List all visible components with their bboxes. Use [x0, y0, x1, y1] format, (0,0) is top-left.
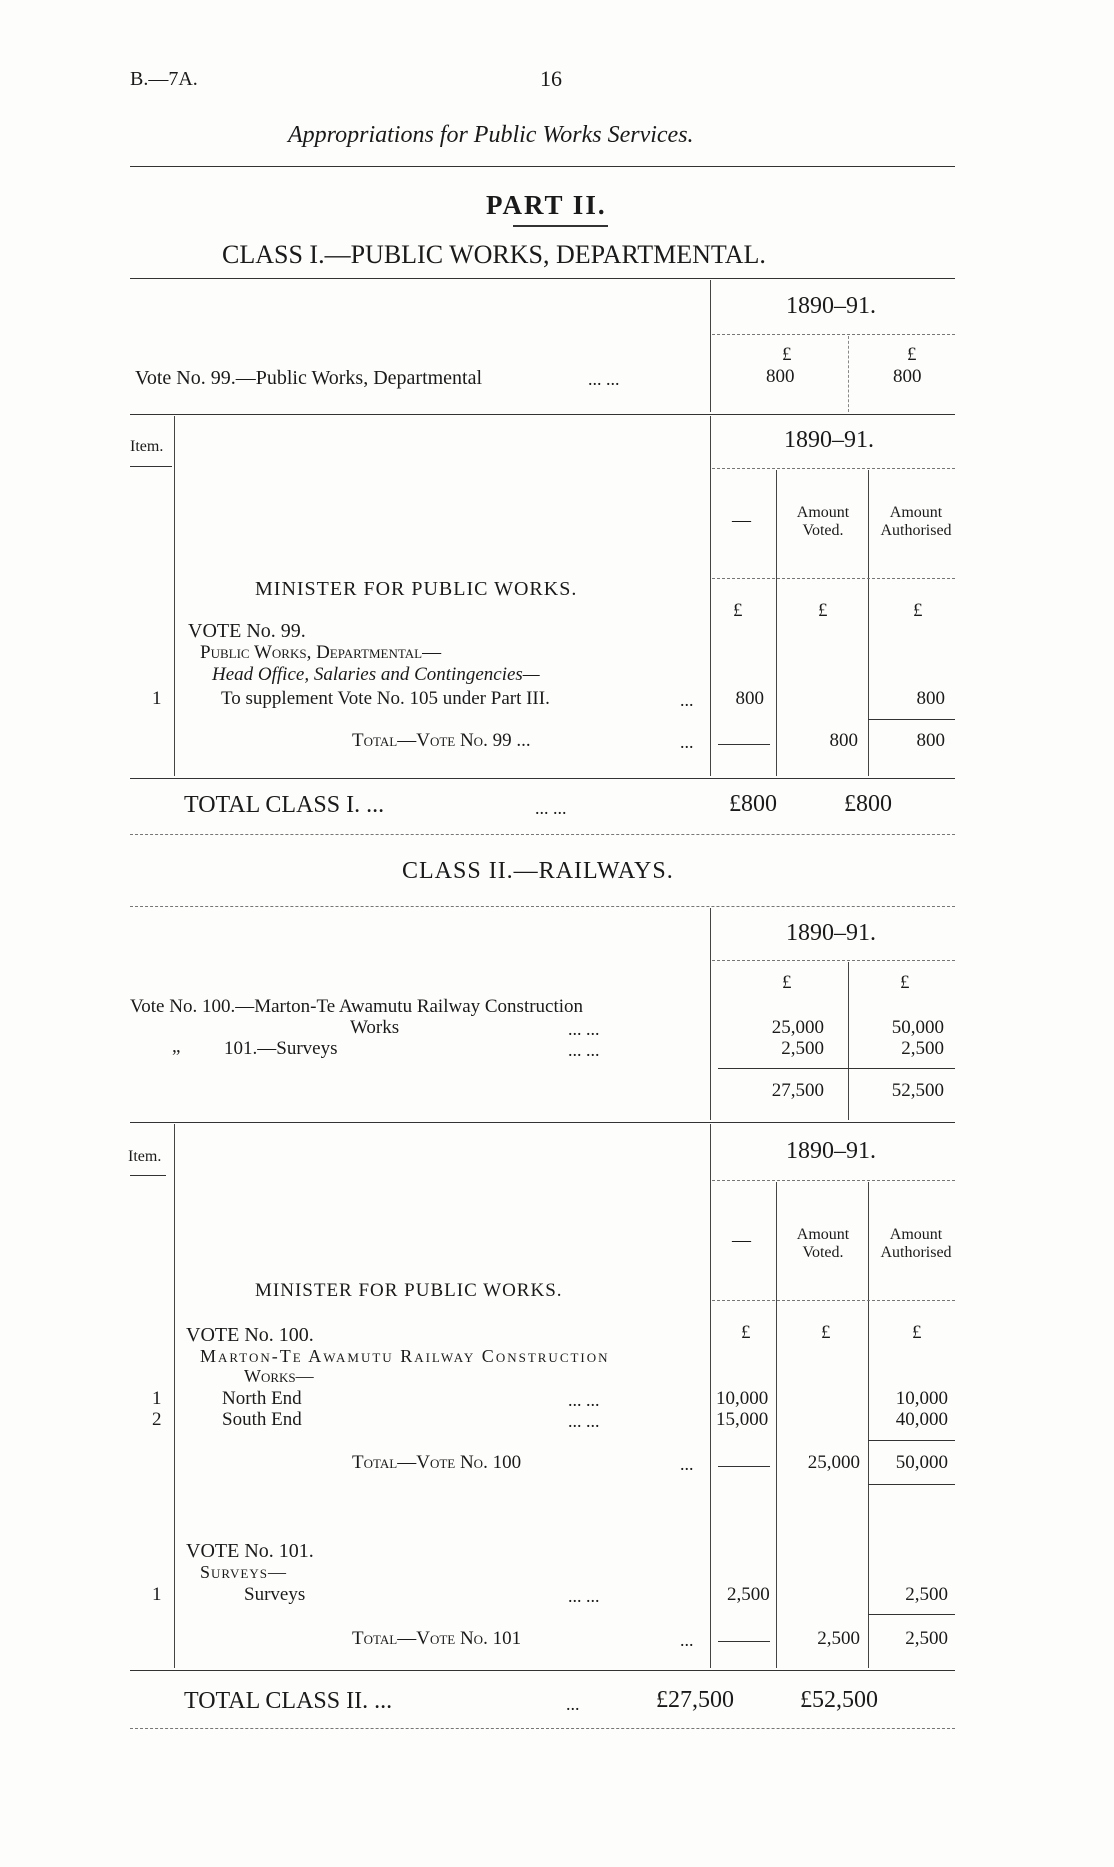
amount: 800: [766, 366, 795, 387]
vote-label-continued: Works: [350, 1017, 400, 1038]
currency-symbol: £: [907, 344, 917, 365]
currency-symbol: £: [782, 972, 792, 993]
class-total-label: TOTAL CLASS II. ...: [184, 1688, 393, 1714]
amount: 2,500: [781, 1038, 824, 1059]
class-total-authorised: £800: [844, 791, 892, 817]
ditto-mark: „: [172, 1036, 181, 1057]
amount: 10,000: [716, 1388, 769, 1409]
class-total-authorised: £52,500: [800, 1687, 878, 1713]
total-label: Total—Vote No. 100: [352, 1452, 522, 1473]
amount-authorised: 2,500: [905, 1584, 948, 1605]
class-total-label: TOTAL CLASS I. ...: [184, 792, 385, 818]
item-label: North End: [222, 1388, 302, 1409]
subhead-title: Head Office, Salaries and Contingencies—: [212, 664, 540, 685]
leader-dots: ... ...: [568, 1040, 600, 1060]
part-heading: PART II.: [486, 190, 607, 220]
sum: 52,500: [891, 1080, 944, 1101]
class-total-voted: £800: [729, 791, 777, 817]
document-reference: B.—7A.: [130, 68, 198, 90]
currency-symbol: £: [821, 1322, 831, 1343]
amount: 15,000: [716, 1409, 769, 1430]
column-header-blank: —: [732, 1230, 751, 1251]
leader-dots: ...: [680, 690, 694, 710]
leader-dots: ... ...: [568, 1586, 600, 1606]
item-column-header: Item.: [128, 1148, 162, 1165]
detail-year: 1890–91.: [784, 427, 874, 453]
minister-heading: MINISTER FOR PUBLIC WORKS.: [255, 578, 578, 600]
currency-symbol: £: [900, 972, 910, 993]
item-label: Surveys: [244, 1584, 306, 1605]
leader-dots: ...: [566, 1694, 580, 1714]
minister-heading: MINISTER FOR PUBLIC WORKS.: [255, 1280, 563, 1301]
amount: 2,500: [901, 1038, 944, 1059]
item-column-header: Item.: [130, 438, 164, 455]
amount-authorised: 800: [916, 688, 945, 709]
total-voted: 25,000: [807, 1452, 860, 1473]
item-label: To supplement Vote No. 105 under Part III.: [221, 688, 550, 709]
column-header-blank: —: [732, 510, 751, 531]
item-number: 1: [152, 1388, 162, 1409]
currency-symbol: £: [913, 600, 923, 621]
total-label: Total—Vote No. 101: [352, 1628, 522, 1649]
amount: 2,500: [727, 1584, 770, 1605]
item-label: South End: [222, 1409, 302, 1430]
vote-heading: VOTE No. 101.: [186, 1540, 314, 1562]
amount-authorised: 40,000: [895, 1409, 948, 1430]
vote-subheading: Marton-Te Awamutu Railway Construction: [200, 1346, 610, 1366]
currency-symbol: £: [782, 344, 792, 365]
summary-year: 1890–91.: [786, 920, 876, 946]
vote-subheading: Surveys—: [200, 1562, 287, 1582]
summary-year: 1890–91.: [786, 293, 876, 319]
leader-dots: ... ...: [588, 369, 620, 389]
amount: 800: [893, 366, 922, 387]
total-label: Total—Vote No. 99 ...: [352, 730, 531, 751]
class2-heading: CLASS II.—RAILWAYS.: [402, 858, 674, 884]
sum: 27,500: [771, 1080, 824, 1101]
currency-symbol: £: [818, 600, 828, 621]
page-number: 16: [540, 66, 562, 91]
leader-dots: ...: [680, 1454, 694, 1474]
total-voted: 2,500: [817, 1628, 860, 1649]
total-voted: 800: [829, 730, 858, 751]
detail-year: 1890–91.: [786, 1138, 876, 1164]
leader-dots: ... ...: [568, 1411, 600, 1431]
amount: 800: [735, 688, 764, 709]
vote-label: Vote No. 99.—Public Works, Departmental: [135, 367, 483, 389]
class-total-voted: £27,500: [656, 1687, 734, 1713]
page-title: Appropriations for Public Works Services.: [288, 122, 694, 148]
amount: 50,000: [891, 1017, 944, 1038]
column-header-voted: Amount Voted.: [796, 504, 850, 539]
amount-authorised: 10,000: [895, 1388, 948, 1409]
item-number: 1: [152, 1584, 162, 1605]
item-number: 2: [152, 1409, 162, 1430]
item-number: 1: [152, 688, 162, 709]
leader-dots: ... ...: [535, 798, 567, 818]
currency-symbol: £: [741, 1322, 751, 1343]
total-authorised: 50,000: [895, 1452, 948, 1473]
currency-symbol: £: [912, 1322, 922, 1343]
amount: 25,000: [771, 1017, 824, 1038]
vote-subheading-continued: Works—: [244, 1366, 314, 1386]
currency-symbol: £: [733, 600, 743, 621]
leader-dots: ...: [680, 1630, 694, 1650]
column-header-authorised: Amount Authorised: [880, 504, 952, 539]
vote-label: Vote No. 100.—Marton-Te Awamutu Railway Construction: [130, 996, 584, 1017]
leader-dots: ... ...: [568, 1390, 600, 1410]
vote-label: 101.—Surveys: [224, 1038, 338, 1059]
leader-dots: ... ...: [568, 1019, 600, 1039]
column-header-authorised: Amount Authorised: [880, 1226, 952, 1261]
class1-heading: CLASS I.—PUBLIC WORKS, DEPARTMENTAL.: [222, 240, 766, 269]
vote-heading: VOTE No. 99.: [188, 620, 306, 642]
total-authorised: 2,500: [905, 1628, 948, 1649]
leader-dots: ...: [680, 732, 694, 752]
total-authorised: 800: [916, 730, 945, 751]
column-header-voted: Amount Voted.: [796, 1226, 850, 1261]
vote-heading: VOTE No. 100.: [186, 1324, 314, 1346]
vote-subheading: Public Works, Departmental—: [200, 642, 442, 663]
